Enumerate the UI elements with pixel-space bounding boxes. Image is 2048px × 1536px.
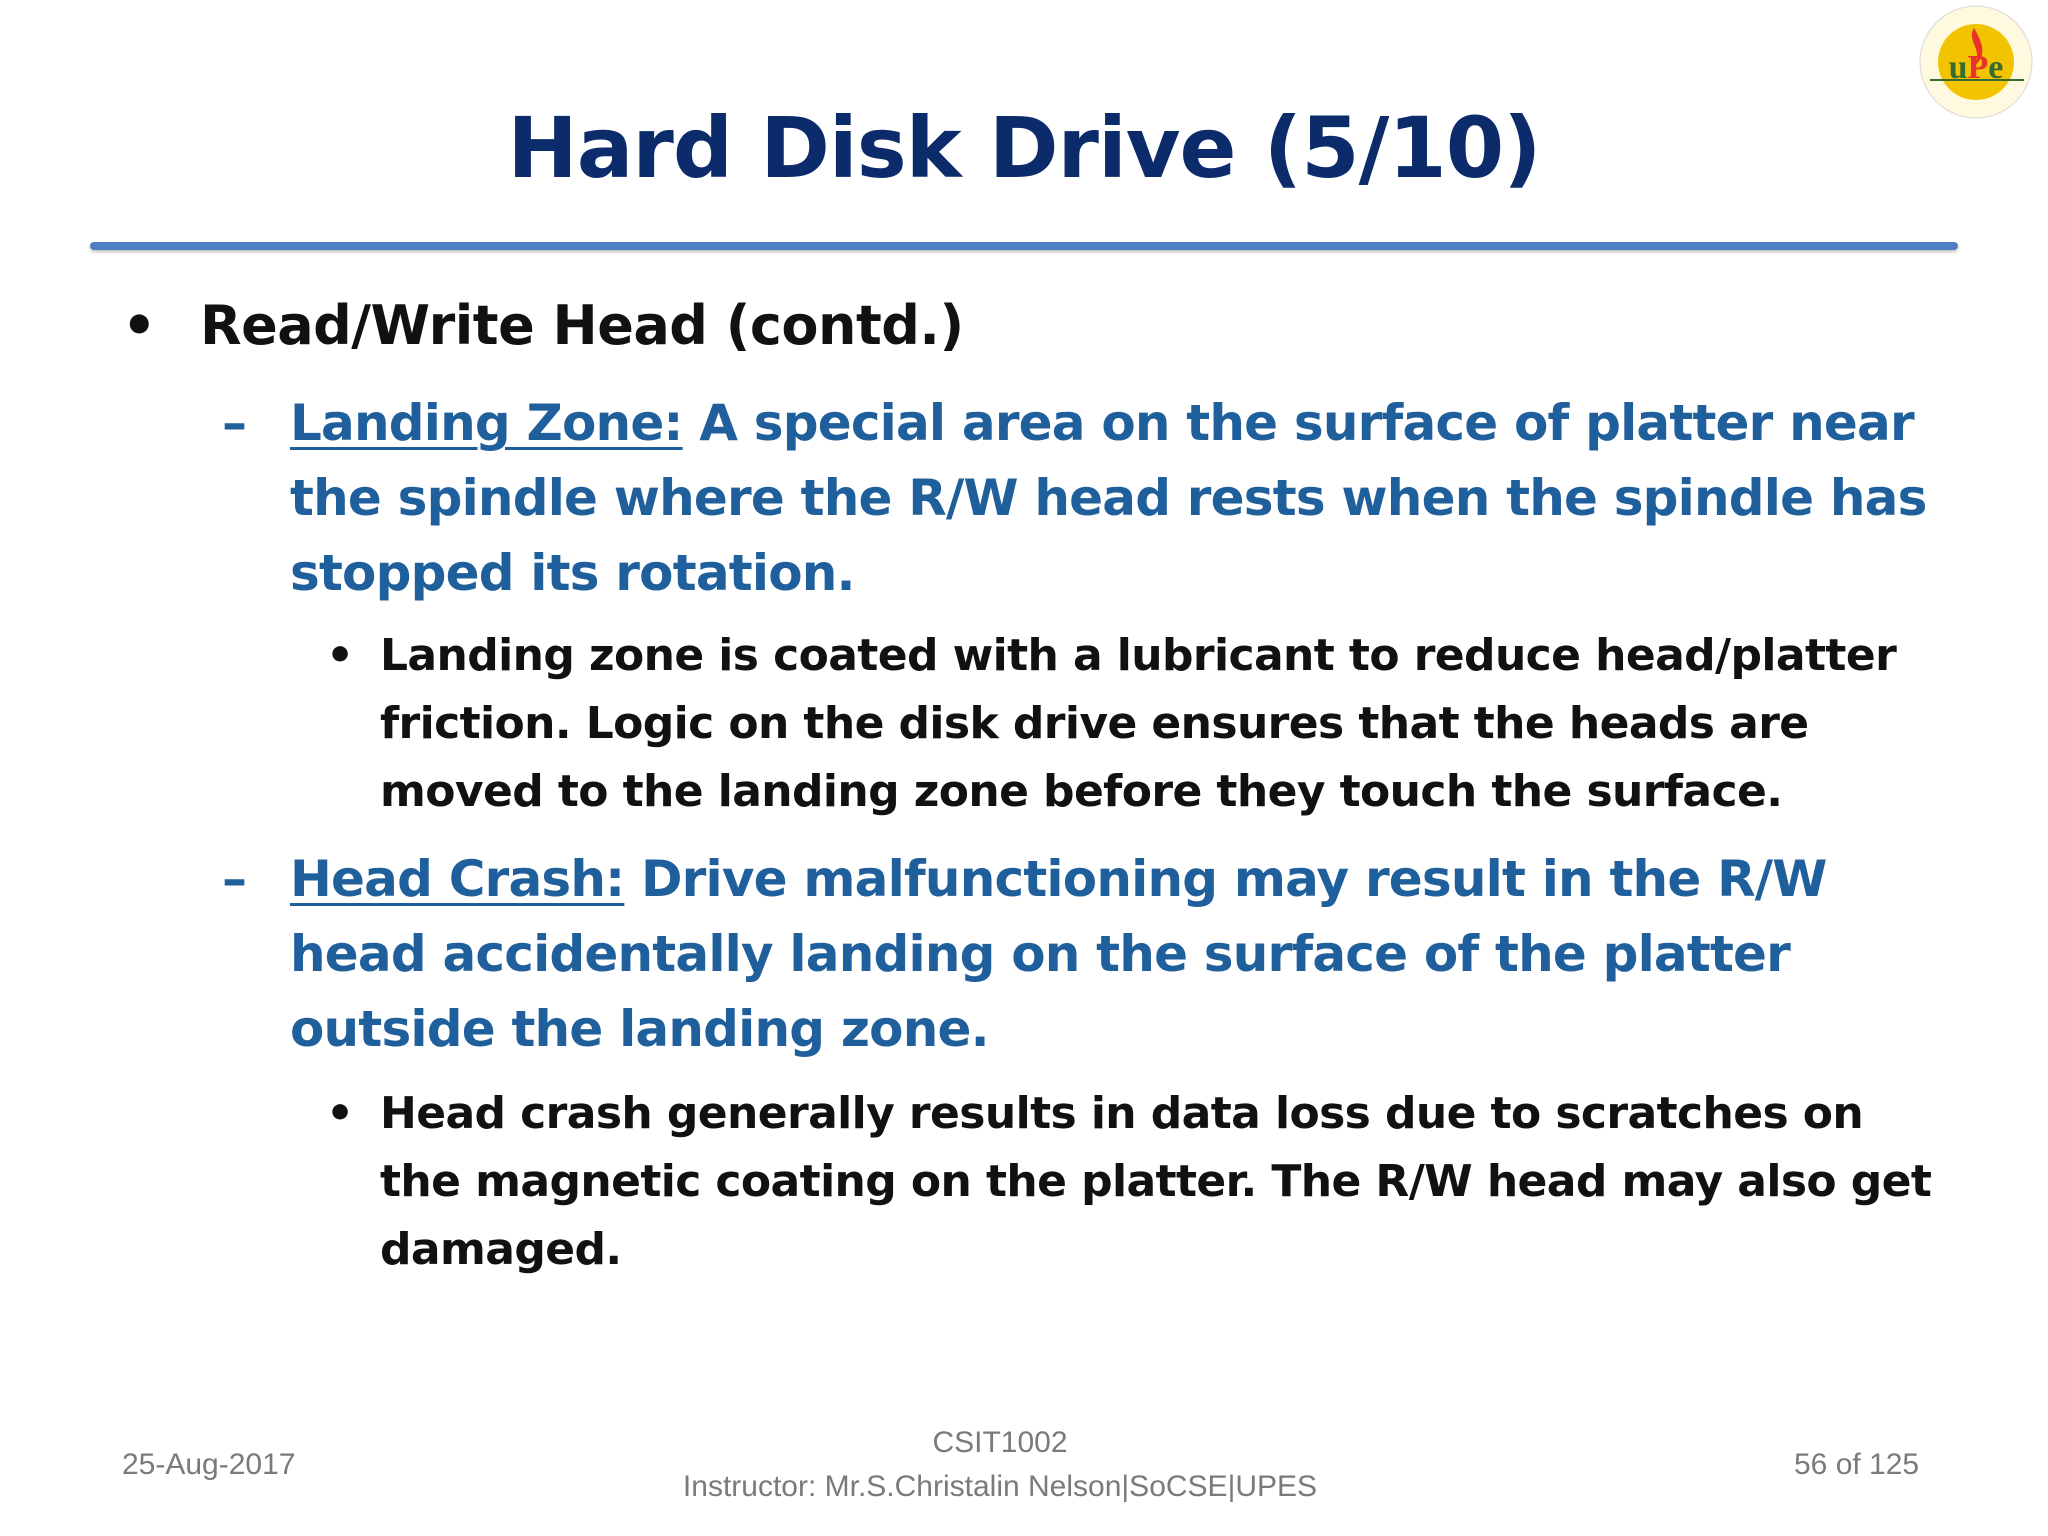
bullet-dot: •: [326, 1088, 355, 1139]
bullet-dot: •: [122, 294, 157, 357]
footer-date: 25-Aug-2017: [122, 1448, 296, 1481]
head-crash-subpoint: Head crash generally results in data loss due to scratches on the magnetic coating on the platter. The R/W head may also get damaged.: [380, 1088, 1932, 1275]
landing-zone-subpoint: Landing zone is coated with a lubricant to reduce head/platter friction. Logic on the disk drive ensures that the heads are moved to the landing zone before they touch the surface.: [380, 630, 1897, 817]
footer-instructor: Instructor: Mr.S.Christalin Nelson|SoCSE|UPES: [682, 1470, 1318, 1503]
dash-bullet: –: [222, 850, 247, 908]
dash-bullet: –: [222, 394, 247, 452]
landing-zone-point: [290, 386, 1930, 611]
bullet-level1: Read/Write Head (contd.): [200, 294, 964, 357]
footer-page-number: 56 of 125: [1794, 1448, 1920, 1481]
slide-title: Hard Disk Drive (5/10): [507, 99, 1541, 197]
footer-course: CSIT1002: [932, 1426, 1068, 1459]
head-crash-point: [290, 842, 1930, 1067]
landing-zone-text: A special area on the surface of platter near the spindle where the R/W head rests when the spindle has stopped its rotation.: [290, 394, 1927, 602]
bullet-dot: •: [326, 630, 355, 681]
landing-zone-term: Landing Zone:: [290, 394, 683, 452]
svg-text:uPe: uPe: [1948, 49, 2004, 86]
head-crash-text: Drive malfunctioning may result in the R/W head accidentally landing on the surface of the platter outside the landing zone.: [290, 850, 1827, 1058]
title-divider: [90, 242, 1958, 250]
head-crash-term: Head Crash:: [290, 850, 625, 908]
